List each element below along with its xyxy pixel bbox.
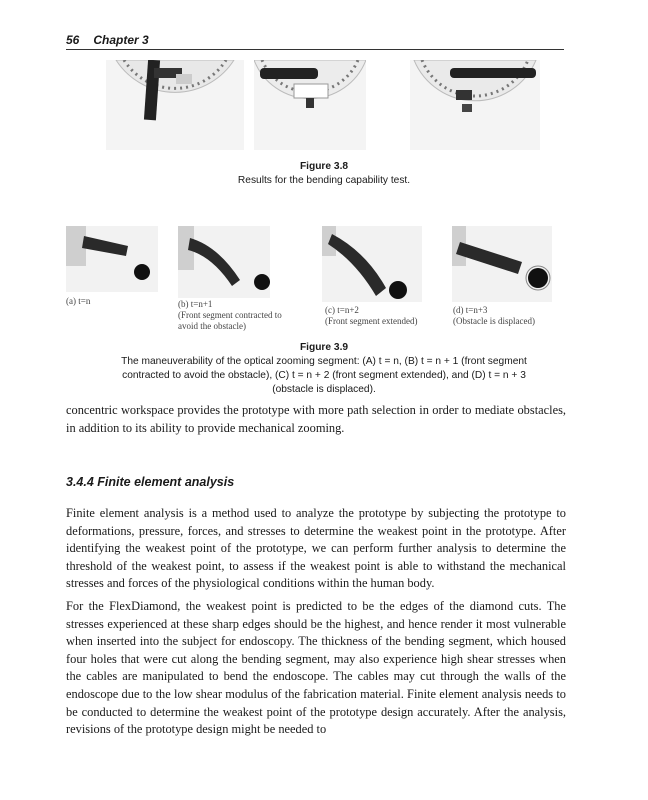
section-heading bbox=[66, 475, 234, 489]
figure-3-8-caption-text: Results for the bending capability test. bbox=[237, 175, 411, 186]
page-number: 56 bbox=[66, 33, 80, 47]
figure-3-9-caption-line-2: contracted to avoid the obstacle), (C) t = n + 2 (front segment extended), and (D) t = n + 3 bbox=[122, 370, 526, 381]
figure-3-9-caption-line-3: (obstacle is displaced). bbox=[272, 384, 376, 395]
running-header bbox=[66, 31, 564, 50]
figure-3-8-photo-2 bbox=[254, 60, 366, 150]
figure-3-8-label: Figure 3.8 bbox=[299, 161, 349, 172]
figure-3-9-caption-line-1: The maneuverability of the optical zooming segment: (A) t = n, (B) t = n + 1 (front segment bbox=[121, 356, 527, 367]
figure-3-9-label: Figure 3.9 bbox=[299, 342, 349, 353]
paragraph-fea-definition: Finite element analysis is a method used to analyze the prototype by subjecting the prototype to deformations, pressure, forces, and stresses to determine the weakest point in the prototype. After identifying the weakest point of the prototype, we can perform further analysis to determine the threshold of the weakest point, to assess if the weakest point is able to withstand the mechanical stresses and forces of the physiological conditions within the human body. bbox=[66, 506, 566, 591]
figure-3-8-caption bbox=[60, 160, 588, 188]
figure-3-9-sublabel-b: (b) t=n+1 (Front segment contracted to avoid the obstacle) bbox=[178, 299, 282, 331]
figure-3-9-caption bbox=[60, 341, 588, 397]
paragraph-continuation: concentric workspace provides the prototype with more path selection in order to mediate obstacles, in addition to its ability to provide mechanical zooming. bbox=[66, 403, 566, 435]
figure-3-9-photo-d bbox=[452, 226, 552, 302]
figure-3-8-photo-3 bbox=[410, 60, 540, 150]
figure-3-9-sublabel-c: (c) t=n+2 (Front segment extended) bbox=[325, 305, 418, 326]
figure-3-9-sublabel-d: (d) t=n+3 (Obstacle is displaced) bbox=[453, 305, 535, 326]
figure-3-9-sublabel-a: (a) t=n bbox=[66, 296, 91, 306]
paragraph-flexdiamond: For the FlexDiamond, the weakest point is predicted to be the edges of the diamond cuts. The stresses experienced at these sharp edges should be the highest, and hence render it most vulnerable when inserted into the subject for endoscopy. The thickness of the bending segment, which housed four holes that were cut along the bending segment, may also experience high shear stresses when the cables are manipulated to bend the endoscope. The cables may cut through the walls of the endoscope due to the low shear modulus of the fabrication material. Finite element analysis needs to be conducted to determine the weakest point of the prototype design accurately. After the analysis, revisions of the prototype design might be needed to bbox=[66, 599, 566, 737]
section-number: 3.4.4 bbox=[66, 475, 94, 489]
figure-3-9-photo-c bbox=[322, 226, 422, 302]
section-title: Finite element analysis bbox=[97, 475, 235, 489]
chapter-title: Chapter 3 bbox=[93, 33, 149, 47]
figure-3-8-photos bbox=[0, 60, 648, 150]
figure-3-9-photo-a bbox=[66, 226, 158, 292]
figure-3-8-photo-1 bbox=[106, 60, 244, 150]
figure-3-9-photo-b bbox=[178, 226, 270, 298]
